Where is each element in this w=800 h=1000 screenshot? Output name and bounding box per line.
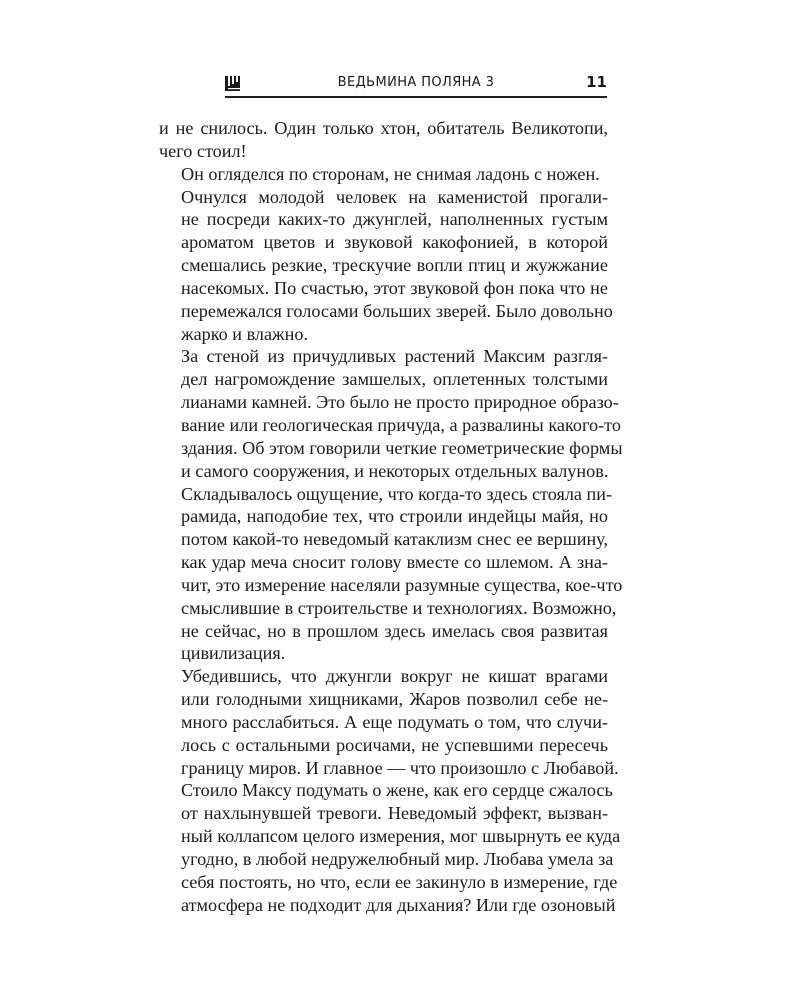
running-title: ВЕДЬМИНА ПОЛЯНА 3 (337, 75, 495, 90)
page-header (225, 72, 607, 96)
text-line: За стеной из причудливых растений Максим разгля- (181, 346, 608, 367)
text-line: вание или геологическая причуда, а развалины какого-то (181, 414, 621, 435)
text-line: Он огляделся по сторонам, не снимая ладонь с ножен. (181, 163, 600, 184)
text-line: и самого сооружения, и некоторых отдельных валунов. (181, 460, 609, 481)
text-line: насекомых. По счастью, этот звуковой фон пока что не (181, 277, 608, 298)
text-line: дел нагромождение замшелых, оплетенных толстыми (181, 369, 608, 390)
paragraph (159, 665, 621, 916)
paragraph (159, 117, 608, 163)
text-line: не посреди каких-то джунглей, наполненных густым (181, 209, 608, 230)
text-line: Убедившись, что джунгли вокруг не кишат врагами (181, 666, 608, 687)
text-line: лось с остальными росичами, не успевшими пересечь (181, 734, 608, 755)
text-line: границу миров. И главное — что произошло с Любавой. (181, 757, 619, 778)
text-line: Складывалось ощущение, что когда-то здесь стояла пи- (181, 483, 613, 504)
text-line: как удар меча сносит голову вместе со шлемом. А зна- (181, 552, 608, 573)
header-rule (225, 96, 607, 98)
text-line: не сейчас, но в прошлом здесь имелась своя развитая (181, 620, 608, 641)
paragraph (159, 345, 623, 665)
text-line: жарко и влажно. (181, 323, 309, 344)
text-line: потом какой-то неведомый катаклизм снес ее вершину, (181, 529, 608, 550)
text-line: здания. Об этом говорили четкие геометрические формы (181, 437, 623, 458)
text-line: или голодными хищниками, Жаров позволил себе не- (181, 689, 608, 710)
text-line: лианами камней. Это было не просто природное образо- (181, 392, 619, 413)
text-line: рамида, наподобие тех, что строили индейцы майя, но (181, 506, 608, 527)
text-line: смыслившие в строительстве и технологиях. Возможно, (181, 597, 617, 618)
body-text (159, 117, 623, 917)
page-number: 11 (586, 73, 607, 91)
text-line: Очнулся молодой человек на каменистой прогали- (181, 186, 608, 207)
text-line: угодно, в любой недружелюбный мир. Любава умела за (181, 849, 614, 869)
text-line: Стоило Максу подумать о жене, как его сердце сжалось (181, 780, 613, 801)
text-line: себя постоять, но что, если ее закинуло в измерение, где (181, 871, 618, 892)
paragraph (159, 186, 613, 346)
text-line: цивилизация. (181, 643, 286, 664)
text-line: ароматом цветов и звуковой какофонией, в которой (181, 232, 608, 253)
text-line: много расслабиться. А еще подумать о том, что случи- (181, 711, 608, 732)
text-line: смешались резкие, трескучие вопли птиц и жужжание (181, 255, 608, 276)
text-line: чит, это измерение населяли разумные существа, кое-что (181, 574, 623, 595)
text-line: и не снилось. Один только хтон, обитатель Великотопи, (159, 118, 608, 138)
text-line: ный коллапсом целого измерения, мог швырнуть ее куда (181, 826, 621, 847)
paragraph (159, 163, 608, 186)
text-line: чего стоил! (159, 140, 247, 161)
text-line: от нахлынувшей тревоги. Неведомый эффект, вызван- (181, 803, 608, 824)
text-line: атмосфера не подходит для дыхания? Или где озоновый (181, 894, 616, 915)
text-line: перемежался голосами больших зверей. Было довольно (181, 300, 613, 321)
